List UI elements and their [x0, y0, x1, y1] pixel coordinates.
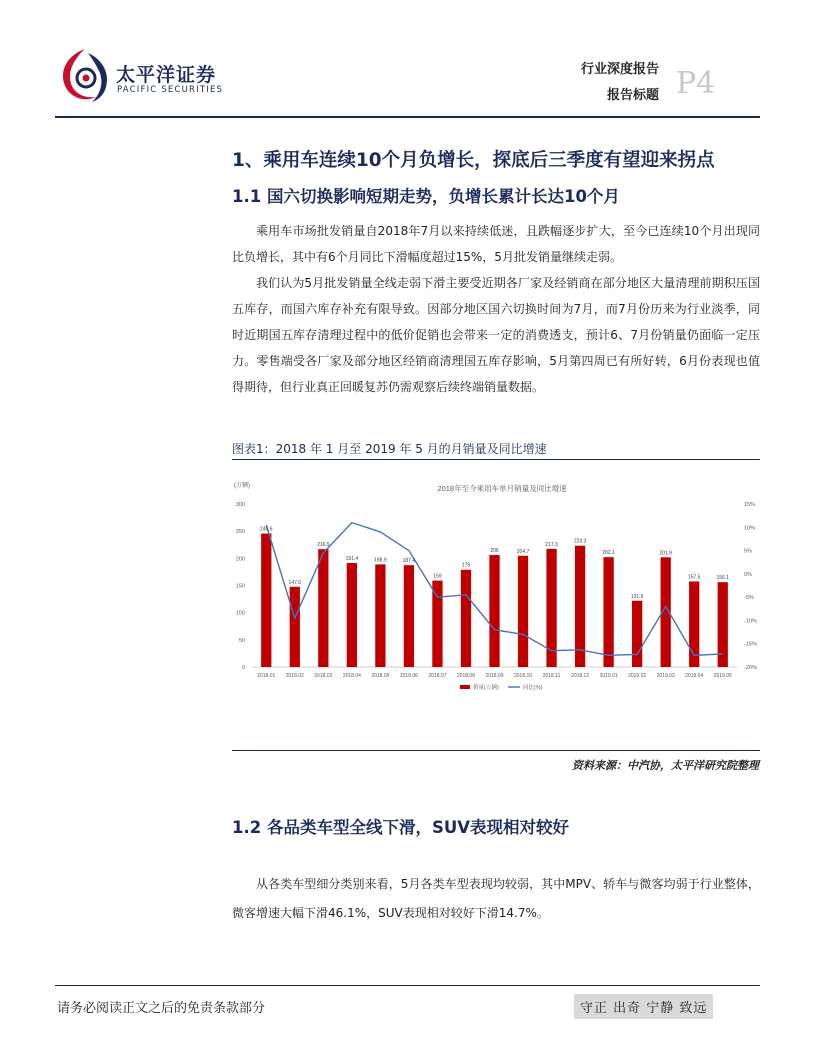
paragraph-1: 乘用车市场批发销量自2018年7月以来持续低迷，且跌幅逐步扩大，至今已连续10个月出现同比负增长，其中有6个月同比下滑幅度超过15%，5月批发销量继续走弱。 — [232, 224, 760, 264]
bar — [461, 570, 471, 667]
footer-divider — [55, 985, 760, 986]
bar — [318, 549, 328, 667]
x-tick-label: 2018.10 — [513, 673, 533, 679]
bar-data-label: 157.5 — [687, 574, 701, 581]
y-right-tick-label: -10% — [744, 618, 757, 625]
bar — [432, 581, 442, 667]
legend-label-yoy: 同比(%) — [523, 685, 543, 691]
paragraph-3: 从各类车型细分类别来看，5月各类车型表现均较弱，其中MPV、轿车与微客均弱于行业整体，微客增速大幅下滑46.1%，SUV表现相对较好下滑14.7%。 — [232, 877, 760, 920]
bar-data-label: 179 — [461, 562, 471, 569]
y-right-tick-label: -5% — [744, 595, 754, 602]
footer-disclaimer: 请务必阅读正文之后的免责条款部分 — [57, 1001, 266, 1016]
bar-data-label: 156.1 — [716, 575, 729, 582]
bar — [375, 564, 385, 667]
bar — [261, 534, 271, 667]
x-tick-label: 2018.03 — [314, 673, 333, 679]
x-tick-label: 2019.01 — [599, 673, 618, 679]
y-right-tick-label: 5% — [744, 548, 752, 555]
x-tick-label: 2018.08 — [456, 673, 476, 679]
bar-data-label: 121.9 — [630, 593, 644, 600]
bar-data-label: 188.9 — [374, 557, 387, 564]
bar-data-label: 204.7 — [516, 548, 530, 555]
bar-data-label: 159 — [433, 573, 442, 580]
bar-data-label: 223.3 — [573, 538, 587, 545]
sales-chart — [232, 470, 760, 700]
y-right-tick-label: -20% — [744, 665, 757, 671]
page-header — [0, 0, 816, 120]
bar — [632, 601, 642, 667]
report-type: 行业深度报告 — [580, 62, 659, 77]
x-tick-label: 2018.02 — [285, 673, 304, 679]
report-title: 报告标题 — [606, 88, 659, 103]
figure-source: 资料来源：中汽协，太平洋研究院整理 — [572, 759, 759, 772]
chart-title: 2018年至今乘用车单月销量及同比增速 — [437, 484, 567, 493]
y-left-tick-label: 100 — [235, 610, 245, 617]
bar — [603, 557, 613, 667]
bar — [290, 587, 300, 667]
x-tick-label: 2019.03 — [656, 673, 675, 679]
x-tick-label: 2018.06 — [399, 673, 418, 679]
y-left-tick-label: 300 — [235, 502, 245, 508]
legend-swatch-sales — [460, 685, 470, 689]
y-left-tick-label: 0 — [241, 665, 245, 671]
header-divider — [55, 116, 760, 118]
legend-label-sales: 销量(万辆) — [473, 685, 499, 691]
bar — [518, 556, 528, 667]
bar-data-label: 191.4 — [345, 556, 359, 563]
page-number: P4 — [676, 66, 716, 101]
x-tick-label: 2019.05 — [713, 673, 732, 679]
bar-data-label: 202.1 — [602, 550, 615, 557]
pacific-securities-logo-icon — [58, 45, 112, 105]
logo-text-cn: 太平洋证券 — [116, 64, 217, 86]
x-tick-label: 2018.12 — [571, 673, 590, 679]
paragraph-2: 我们认为5月批发销量全线走弱下滑主要受近期各厂家及经销商在部分地区大量清理前期积压国五库存，而国六库存补充有限导致。因部分地区国六切换时间为7月，而7月份历来为行业淡季，同时近期国五库存清理过程中的低价促销也会带来一定的消费透支，预计6、7月份销量仍面临一定压力。零售端受各厂家及部分地区经销商清理国五库存影响，5月第四周已有所好转，6月份表现也值得期待，但行业真正回暖复苏仍需观察后续终端销量数据。 — [232, 276, 760, 394]
x-tick-label: 2018.05 — [371, 673, 390, 679]
subsection-heading-1-1: 1.1 国六切换影响短期走势，负增长累计长达10个月 — [232, 187, 620, 206]
x-tick-label: 2018.07 — [428, 673, 447, 679]
figure-caption: 图表1：2018 年 1 月至 2019 年 5 月的月销量及同比增速 — [232, 442, 547, 456]
footer-motto: 守正 出奇 宁静 致远 — [574, 994, 713, 1019]
bar-data-label: 245.6 — [260, 526, 273, 533]
bar — [347, 563, 357, 667]
figure-bottom-rule — [232, 750, 760, 751]
bar-data-label: 201.9 — [659, 550, 672, 557]
subsection-heading-1-2: 1.2 各品类车型全线下滑，SUV表现相对较好 — [232, 818, 570, 837]
y-right-tick-label: 10% — [744, 525, 756, 532]
x-tick-label: 2018.04 — [342, 673, 361, 679]
logo-text-en: PACIFIC SECURITIES — [117, 85, 224, 95]
y-right-tick-label: 15% — [744, 502, 756, 508]
bar — [404, 565, 414, 667]
bar-data-label: 187.4 — [402, 558, 416, 565]
y-left-tick-label: 50 — [238, 637, 245, 644]
bar-data-label: 217.3 — [545, 541, 558, 548]
x-tick-label: 2019.04 — [685, 673, 704, 679]
x-tick-label: 2018.01 — [257, 673, 276, 679]
figure-top-rule — [232, 459, 760, 460]
y-left-tick-label: 150 — [235, 583, 245, 590]
x-tick-label: 2019.02 — [628, 673, 647, 679]
y-right-tick-label: 0% — [744, 571, 752, 578]
x-tick-label: 2018.09 — [485, 673, 504, 679]
y-left-tick-label: 200 — [235, 556, 245, 563]
bar-data-label: 147.6 — [288, 579, 302, 586]
y-right-tick-label: -15% — [744, 641, 757, 648]
chart-y-unit: (万辆) — [234, 483, 250, 489]
bar-data-label: 216.9 — [317, 542, 330, 549]
bar — [575, 546, 585, 667]
x-tick-label: 2018.11 — [542, 673, 561, 679]
y-left-tick-label: 250 — [235, 529, 245, 536]
section-heading-1: 1、乘用车连续10个月负增长，探底后三季度有望迎来拐点 — [232, 150, 715, 171]
bar-data-label: 206 — [490, 548, 499, 555]
bar — [489, 555, 499, 667]
